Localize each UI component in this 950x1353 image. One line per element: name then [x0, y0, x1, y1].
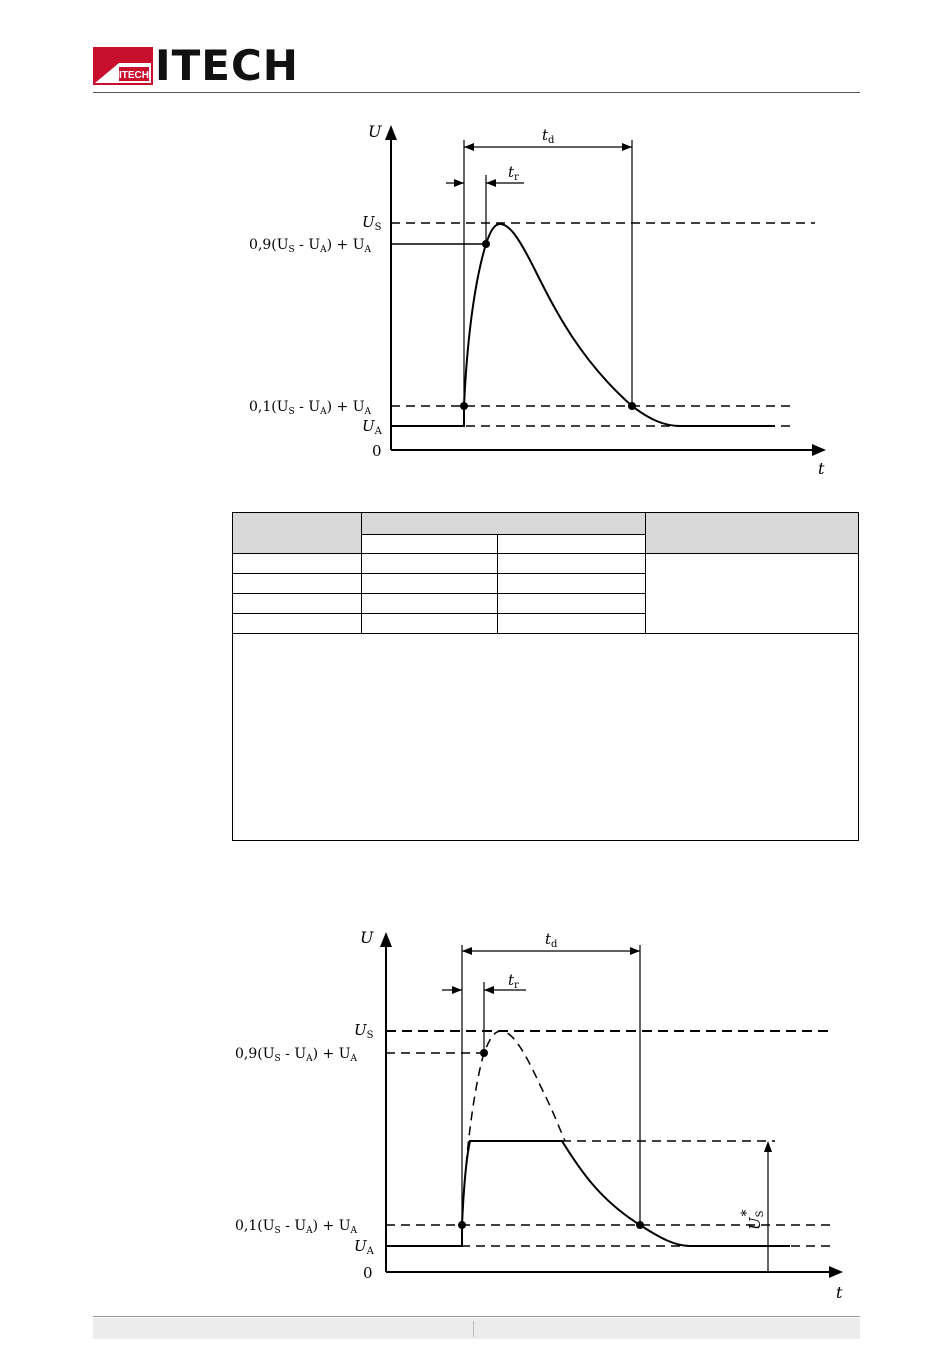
tr-arrow-left-icon	[452, 986, 462, 994]
zero-label: 0	[363, 1264, 373, 1282]
table-cell	[498, 614, 646, 634]
footer-divider	[93, 1316, 860, 1317]
x-axis-arrow-icon	[829, 1266, 843, 1278]
td-arrow-right-icon	[622, 143, 632, 151]
spec-table	[232, 512, 859, 841]
table-cell	[498, 554, 646, 574]
table-cell	[233, 614, 362, 634]
zero-label: 0	[372, 442, 382, 460]
table-note-cell	[233, 634, 859, 841]
table-subheader-cell	[498, 535, 646, 554]
table-cell	[362, 614, 498, 634]
ua-label: $U_A$	[354, 1237, 374, 1257]
table-header-cell	[362, 513, 646, 535]
tr-label: $t_r$	[508, 971, 519, 991]
table-subheader-cell	[362, 535, 498, 554]
us-label: $U_S$	[362, 213, 382, 233]
itech-logo	[93, 41, 299, 90]
table-cell	[498, 594, 646, 614]
table-cell	[498, 574, 646, 594]
footer-separator	[473, 1321, 474, 1337]
td-arrow-right-icon	[630, 947, 640, 955]
y-axis-arrow-icon	[385, 125, 397, 140]
td-arrow-left-icon	[462, 947, 472, 955]
page-footer	[93, 1318, 860, 1339]
table-header-cell	[646, 513, 859, 554]
emblem-text: ITECH	[119, 70, 149, 81]
tr-arrow-right-icon	[484, 986, 494, 994]
us-star-label: $U_S*$	[739, 1209, 766, 1230]
table-cell	[233, 594, 362, 614]
td-label: $t_d$	[542, 126, 555, 146]
y-axis-label: U	[360, 928, 374, 947]
us-star-arrow-icon	[764, 1141, 772, 1152]
table-cell	[362, 554, 498, 574]
level-90-label: $0,9(U_S - U_A) + U_A$	[235, 1046, 358, 1064]
tr-label: $t_r$	[508, 163, 519, 183]
ua-label: $U_A$	[362, 417, 382, 437]
x-axis-label: t	[836, 1283, 843, 1302]
clamped-waveform-curve	[386, 1141, 790, 1246]
us-label: $U_S$	[354, 1021, 374, 1041]
level-10-label: $0,1(U_S - U_A) + U_A$	[249, 399, 372, 417]
table-cell	[233, 554, 362, 574]
waveform-curve	[391, 224, 775, 426]
x-axis-arrow-icon	[812, 444, 826, 456]
page-header	[93, 40, 860, 95]
level-10-label: $0,1(U_S - U_A) + U_A$	[235, 1218, 358, 1236]
table-header-row-1	[233, 513, 859, 535]
theoretical-pulse-curve	[462, 1031, 565, 1225]
brand-name: ITECH	[155, 41, 299, 90]
table-cell	[233, 574, 362, 594]
waveform-figure-2	[225, 920, 850, 1305]
x-axis-label: t	[818, 459, 825, 478]
td-label: $t_d$	[545, 930, 558, 950]
table-header-cell	[233, 513, 362, 554]
tr-arrow-left-icon	[454, 179, 464, 187]
itech-emblem-icon	[93, 47, 153, 85]
td-arrow-left-icon	[464, 143, 474, 151]
table-row	[233, 554, 859, 574]
table-cell	[362, 574, 498, 594]
table-cell	[362, 594, 498, 614]
y-axis-label: U	[368, 122, 382, 141]
tr-arrow-right-icon	[486, 179, 496, 187]
table-cell	[646, 554, 859, 634]
waveform-figure-1	[240, 115, 840, 485]
table-note-row	[233, 634, 859, 841]
header-divider	[93, 92, 860, 93]
level-90-label: $0,9(U_S - U_A) + U_A$	[249, 237, 372, 255]
y-axis-arrow-icon	[380, 932, 392, 947]
